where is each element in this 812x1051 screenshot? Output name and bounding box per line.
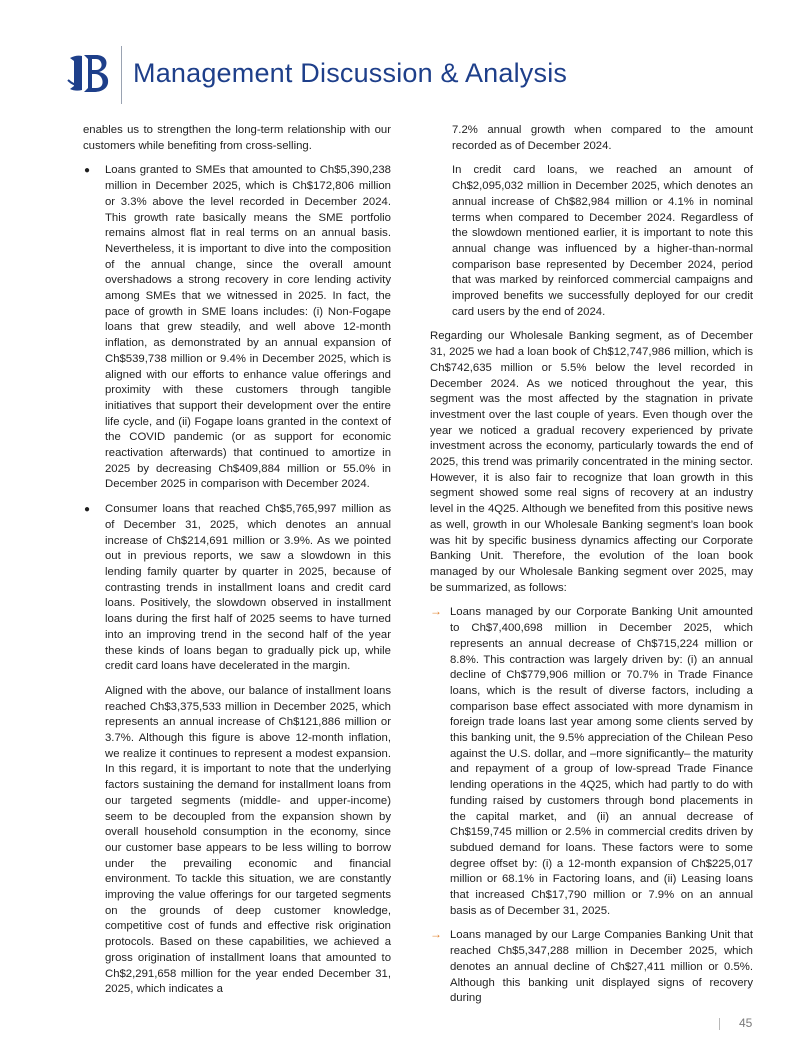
arrow-right-icon: → — [430, 604, 442, 619]
consumer-paragraph: Consumer loans that reached Ch$5,765,997 million as of December 31, 2025, which denotes an annual increase of Ch$214,691 million or 3.9%. As we pointed out in previous reports, we saw a slowdown in this lending family quarter by quarter in 2025, because of contrasting trends in installment loans and credit card loans. Positively, the slowdown observed in installment loans during the first half of 2025 seems to have turned into an improving trend in the second half of the year these kinds of loans began to gradually pick up, while credit card loans have decelerated in the margin. — [105, 503, 391, 673]
bullet-dot-icon: ● — [84, 165, 91, 177]
bullet-dot-icon: ● — [84, 504, 91, 516]
arrow-right-icon: → — [430, 927, 442, 942]
bank-logo-icon — [66, 50, 112, 96]
corporate-bullet — [430, 605, 753, 919]
consumer-bullet — [83, 502, 391, 675]
sme-paragraph: Loans granted to SMEs that amounted to Ch$5,390,238 million in December 2025, which is Ch$172,806 million or 3.3% above the level recorded in December 2024. This growth rate basically means the SME portfolio remains almost flat in real terms on an annual basis. Nevertheless, it is important to dive into the composition of the annual change, since the overall amount overshadows a strong recovery in core lending activity among SMEs that we witnessed in 2025. In fact, the pace of growth in SME loans includes: (i) Non-Fogape loans that grew steadily, and well above 12-month inflation, as demonstrated by an annual expansion of Ch$539,738 million or 9.4% in December 2025, which is aligned with our efforts to enhance value offerings and proximity with these customers through tangible initiatives that support their development over the entire life cycle, and (ii) Fogape loans granted in the context of the COVID pandemic (or as support for economic reactivation afterwards) that continued to amortize in 2025 by decreasing Ch$409,884 million or 55.0% in December 2025 in comparison with December 2024. — [105, 164, 391, 491]
installment-paragraph: Aligned with the above, our balance of installment loans reached Ch$3,375,533 million in December 2025, which represents an annual increase of Ch$121,886 million or 3.7%. Although this figure is above 12-month inflation, we realize it continues to represent a modest expansion. In this regard, it is important to note that the underlying factors sustaining the demand for installment loans from our targeted segments (middle- and upper-income) seem to be decoupled from the expansion shown by overall household consumption in the economy, since our customer base appears to be less willing to borrow under the prevailing economic and financial environment. To tackle this situation, we are constantly improving the value offerings for our targeted segments on the grounds of deep customer knowledge, competitive cost of funds and effective risk origination protocols. Based on these capabilities, we achieved a gross origination of installment loans that amounted to Ch$2,291,658 million for the year ended December 31, 2025, which indicates a — [105, 684, 391, 996]
sme-bullet — [83, 163, 391, 493]
wholesale-paragraph: Regarding our Wholesale Banking segment, as of December 31, 2025 we had a loan book of Ch$12,747,986 million, which is Ch$742,635 million or 5.5% below the level recorded in December 2024. As we noticed throughout the year, this segment was the most affected by the stagnation in private investment over the last couple of years. Even though over the year we noticed a gradual recovery experienced by private investment across the economy, particularly towards the end of 2025, this trend was primarily concentrated in the mining sector. However, it is also fair to recognize that loan growth in this segment showed some real signs of recovery at an industry level in the 4Q25. Although we benefited from this positive news as well, growth in our Wholesale Banking segment’s loan book was hit by specific business dynamics affecting our Corporate Banking Unit. Therefore, the evolution of the loan book managed by our Wholesale Banking segment over 2025, may be summarized, as follows: — [430, 330, 753, 594]
right-column — [430, 123, 753, 1016]
b-monogram-icon — [66, 50, 112, 96]
intro-paragraph: enables us to strengthen the long-term relationship with our customers while benefiting from cross-selling. — [83, 124, 391, 152]
page-number: 45 — [739, 1016, 753, 1030]
credit-card-paragraph: In credit card loans, we reached an amount of Ch$2,095,032 million in December 2025, which denotes an annual increase of Ch$82,984 million or 4.1% in nominal terms when compared to December 2024. Regardless of the slowdown mentioned earlier, it is important to note this annual change was influenced by a higher-than-normal comparison base represented by December 2024, period that was marked by reinforced commercial campaigns and improved benefits we successfully deployed for our credit card users by the end of 2024. — [452, 164, 753, 318]
large-companies-bullet — [430, 928, 753, 1007]
left-column — [83, 123, 391, 1007]
page-header — [66, 44, 792, 104]
continuation-paragraph: 7.2% annual growth when compared to the amount recorded as of December 2024. — [452, 124, 753, 152]
corporate-paragraph: Loans managed by our Corporate Banking Unit amounted to Ch$7,400,698 million in December 2025, which represents an annual decrease of Ch$715,224 million or 8.8%. This contraction was largely driven by: (i) an annual decline of Ch$779,906 million or 70.7% in Trade Finance loans, which is the result of diverse factors, including a comparison base effect associated with more dynamism in foreign trade loans last year among some clients served by this banking unit, the 9.5% appreciation of the Chilean Peso against the U.S. dollar, and –more significantly– the maturity and repayment of a group of low-spread Trade Finance lending operations in the 4Q25, which had partly to do with funding raised by customers through bond placements in the capital market, and (ii) an annual decrease of Ch$159,745 million or 2.5% in commercial credits driven by subdued demand for loans. These factors were to some degree offset by: (i) a 12-month expansion of Ch$225,017 million or 68.1% in Factoring loans, and (ii) Leasing loans that increased Ch$17,790 million or 7.9% on an annual basis as of December 31, 2025. — [450, 606, 753, 917]
page-title: Management Discussion & Analysis — [133, 58, 568, 88]
header-divider — [121, 46, 122, 104]
footer-divider — [719, 1018, 720, 1030]
large-companies-paragraph: Loans managed by our Large Companies Banking Unit that reached Ch$5,347,288 million in December 2025, which denotes an annual decline of Ch$27,411 million or 0.5%. Although this banking unit displayed signs of recovery during — [450, 929, 753, 1005]
